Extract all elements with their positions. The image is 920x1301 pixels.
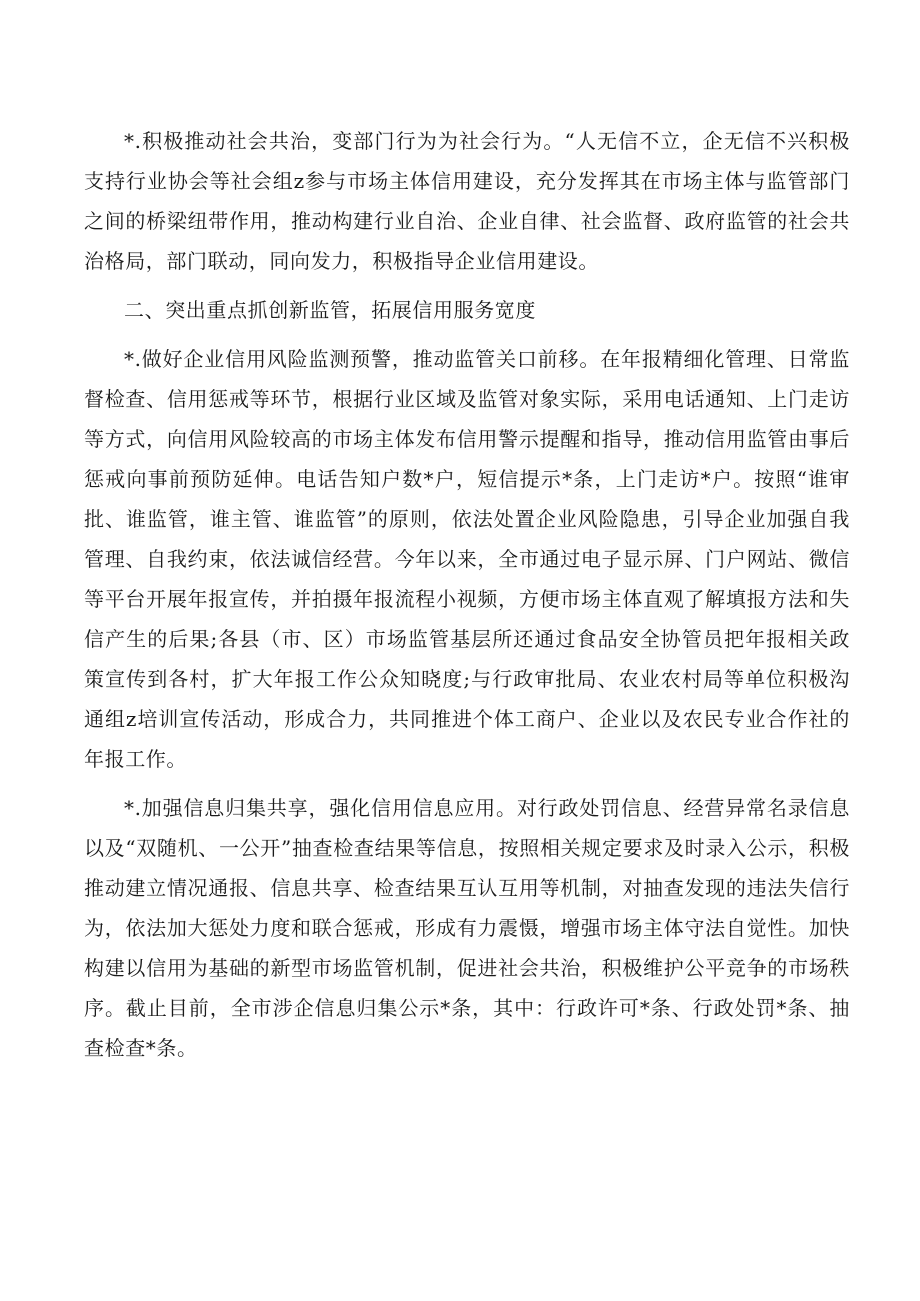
- paragraph-credit-risk-warning: *.做好企业信用风险监测预警，推动监管关口前移。在年报精细化管理、日常监督检查、信用惩戒等环节，根据行业区域及监管对象实际，采用电话通知、上门走访等方式，向信用风险较高的市场主体发布信用警示提醒和指导，推动信用监管由事后惩戒向事前预防延伸。电话告知户数*户，短信提示*条，上门走访*户。按照“谁审批、谁监管，谁主管、谁监管”的原则，依法处置企业风险隐患，引导企业加强自我管理、自我约束，依法诚信经营。今年以来，全市通过电子显示屏、门户网站、微信等平台开展年报宣传，并拍摄年报流程小视频，方便市场主体直观了解填报方法和失信产生的后果;各县（市、区）市场监管基层所还通过食品安全协管员把年报相关政策宣传到各村，扩大年报工作公众知晓度;与行政审批局、农业农村局等单位积极沟通组z培训宣传活动，形成合力，共同推进个体工商户、企业以及农民专业合作社的年报工作。: [84, 347, 850, 771]
- paragraph-social-co-governance: *.积极推动社会共治，变部门行为为社会行为。“人无信不立，企无信不兴积极支持行业协会等社会组z参与市场主体信用建设，充分发挥其在市场主体与监管部门之间的桥梁纽带作用，推动构建行业自治、企业自律、社会监督、政府监管的社会共治格局，部门联动，同向发力，积极指导企业信用建设。: [84, 129, 850, 273]
- section-heading-innovation-supervision: 二、突出重点抓创新监管，拓展信用服务宽度: [124, 298, 536, 322]
- paragraph-information-sharing: *.加强信息归集共享，强化信用信息应用。对行政处罚信息、经营异常名录信息以及“双随机、一公开”抽查检查结果等信息，按照相关规定要求及时录入公示，积极推动建立情况通报、信息共享、检查结果互认互用等机制，对抽查发现的违法失信行为，依法加大惩处力度和联合惩戒，形成有力震慑，增强市场主体守法自觉性。加快构建以信用为基础的新型市场监管机制，促进社会共治，积极维护公平竞争的市场秩序。截止目前，全市涉企信息归集公示*条，其中：行政许可*条、行政处罚*条、抽查检查*条。: [84, 796, 850, 1060]
- document-body: [84, 121, 850, 1077]
